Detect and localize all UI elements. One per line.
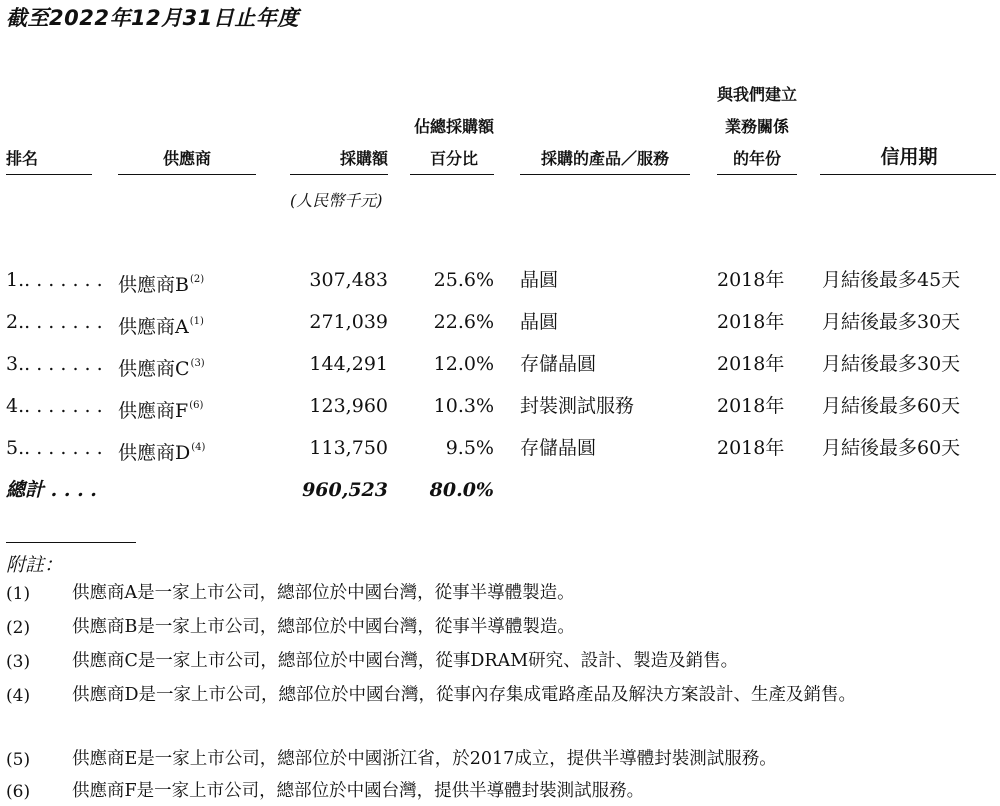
note-text: 供應商F是一家上市公司，總部位於中國台灣，提供半導體封裝測試服務。 (72, 781, 645, 801)
total-pct: 80.0% (429, 479, 494, 501)
supplier-cell (118, 352, 205, 381)
unit-label: (人民幣千元) (290, 191, 383, 210)
total-amount: 960,523 (302, 479, 388, 501)
header-supplier: 供應商 (162, 149, 211, 168)
rank-cell: 4.. . . . . . . (6, 395, 103, 417)
note-number: (3) (6, 652, 31, 672)
notes-title: 附註： (6, 554, 64, 576)
year-cell: 2018年 (717, 395, 785, 417)
supplier-name: 供應商F (118, 400, 189, 422)
header-rank: 排名 (6, 149, 39, 168)
product-cell: 晶圓 (520, 311, 559, 333)
note-number: (4) (6, 686, 31, 706)
note-text: 供應商D是一家上市公司，總部位於中國台灣，從事內存集成電路產品及解決方案設計、生產及銷售。 (72, 685, 857, 705)
credit-cell: 月結後最多30天 (822, 311, 961, 333)
rank-cell: 3.. . . . . . . (6, 353, 103, 375)
product-cell: 晶圓 (520, 269, 559, 291)
supplier-name: 供應商A (118, 316, 189, 338)
amount-cell: 123,960 (309, 395, 388, 417)
pct-cell: 10.3% (433, 395, 494, 417)
header-pct-line1: 佔總採購額 (413, 117, 494, 136)
credit-cell: 月結後最多45天 (822, 269, 961, 291)
amount-cell: 271,039 (309, 311, 388, 333)
credit-cell: 月結後最多60天 (822, 395, 961, 417)
pct-cell: 9.5% (445, 437, 494, 459)
supplier-cell (118, 394, 203, 423)
note-number: (1) (6, 584, 31, 604)
amount-cell: 113,750 (309, 437, 388, 459)
header-pct-line2: 百分比 (429, 149, 478, 168)
header-credit-underline (820, 174, 996, 175)
header-years-line3: 的年份 (732, 149, 781, 168)
note-ref: (2) (189, 274, 205, 285)
note-text: 供應商B是一家上市公司，總部位於中國台灣，從事半導體製造。 (72, 617, 575, 637)
product-cell: 封裝測試服務 (520, 395, 635, 417)
pct-cell: 22.6% (433, 311, 494, 333)
credit-cell: 月結後最多60天 (822, 437, 961, 459)
pct-cell: 12.0% (433, 353, 494, 375)
note-text: 供應商C是一家上市公司，總部位於中國台灣，從事DRAM研究、設計、製造及銷售。 (72, 651, 739, 671)
total-label: 總計 . . . . (6, 479, 97, 501)
header-amount: 採購額 (339, 149, 388, 168)
supplier-cell (118, 310, 204, 339)
note-number: (2) (6, 618, 31, 638)
year-cell: 2018年 (717, 269, 785, 291)
amount-cell: 307,483 (309, 269, 388, 291)
amount-cell: 144,291 (309, 353, 388, 375)
supplier-cell (118, 436, 205, 465)
credit-cell: 月結後最多30天 (822, 353, 961, 375)
header-pct-underline (410, 174, 494, 175)
notes-divider (6, 542, 136, 543)
header-years-underline (717, 174, 797, 175)
year-cell: 2018年 (717, 353, 785, 375)
note-number: (5) (6, 750, 31, 770)
supplier-name: 供應商D (118, 442, 191, 464)
header-amount-underline (290, 174, 388, 175)
product-cell: 存儲晶圓 (520, 437, 597, 459)
header-credit: 信用期 (880, 146, 938, 168)
header-product: 採購的產品／服務 (540, 149, 669, 168)
rank-cell: 5.. . . . . . . (6, 437, 103, 459)
header-rank-underline (6, 174, 92, 175)
note-ref: (4) (191, 442, 206, 453)
product-cell: 存儲晶圓 (520, 353, 597, 375)
header-supplier-underline (118, 174, 256, 175)
supplier-name: 供應商B (118, 274, 189, 296)
year-cell: 2018年 (717, 437, 785, 459)
page-title: 截至2022年12月31日止年度 (6, 6, 299, 30)
rank-cell: 2.. . . . . . . (6, 311, 103, 333)
header-product-underline (520, 174, 690, 175)
note-text: 供應商E是一家上市公司，總部位於中國浙江省，於2017成立，提供半導體封裝測試服務。 (72, 749, 777, 769)
note-ref: (6) (189, 400, 204, 411)
supplier-name: 供應商C (118, 358, 190, 380)
note-text: 供應商A是一家上市公司，總部位於中國台灣，從事半導體製造。 (72, 583, 575, 603)
note-ref: (1) (189, 316, 204, 327)
header-years-line2: 業務關係 (724, 117, 789, 136)
supplier-cell (118, 268, 204, 297)
rank-cell: 1.. . . . . . . (6, 269, 103, 291)
header-years-line1: 與我們建立 (717, 85, 798, 104)
note-number: (6) (6, 782, 31, 802)
year-cell: 2018年 (717, 311, 785, 333)
pct-cell: 25.6% (433, 269, 494, 291)
note-ref: (3) (190, 358, 205, 369)
